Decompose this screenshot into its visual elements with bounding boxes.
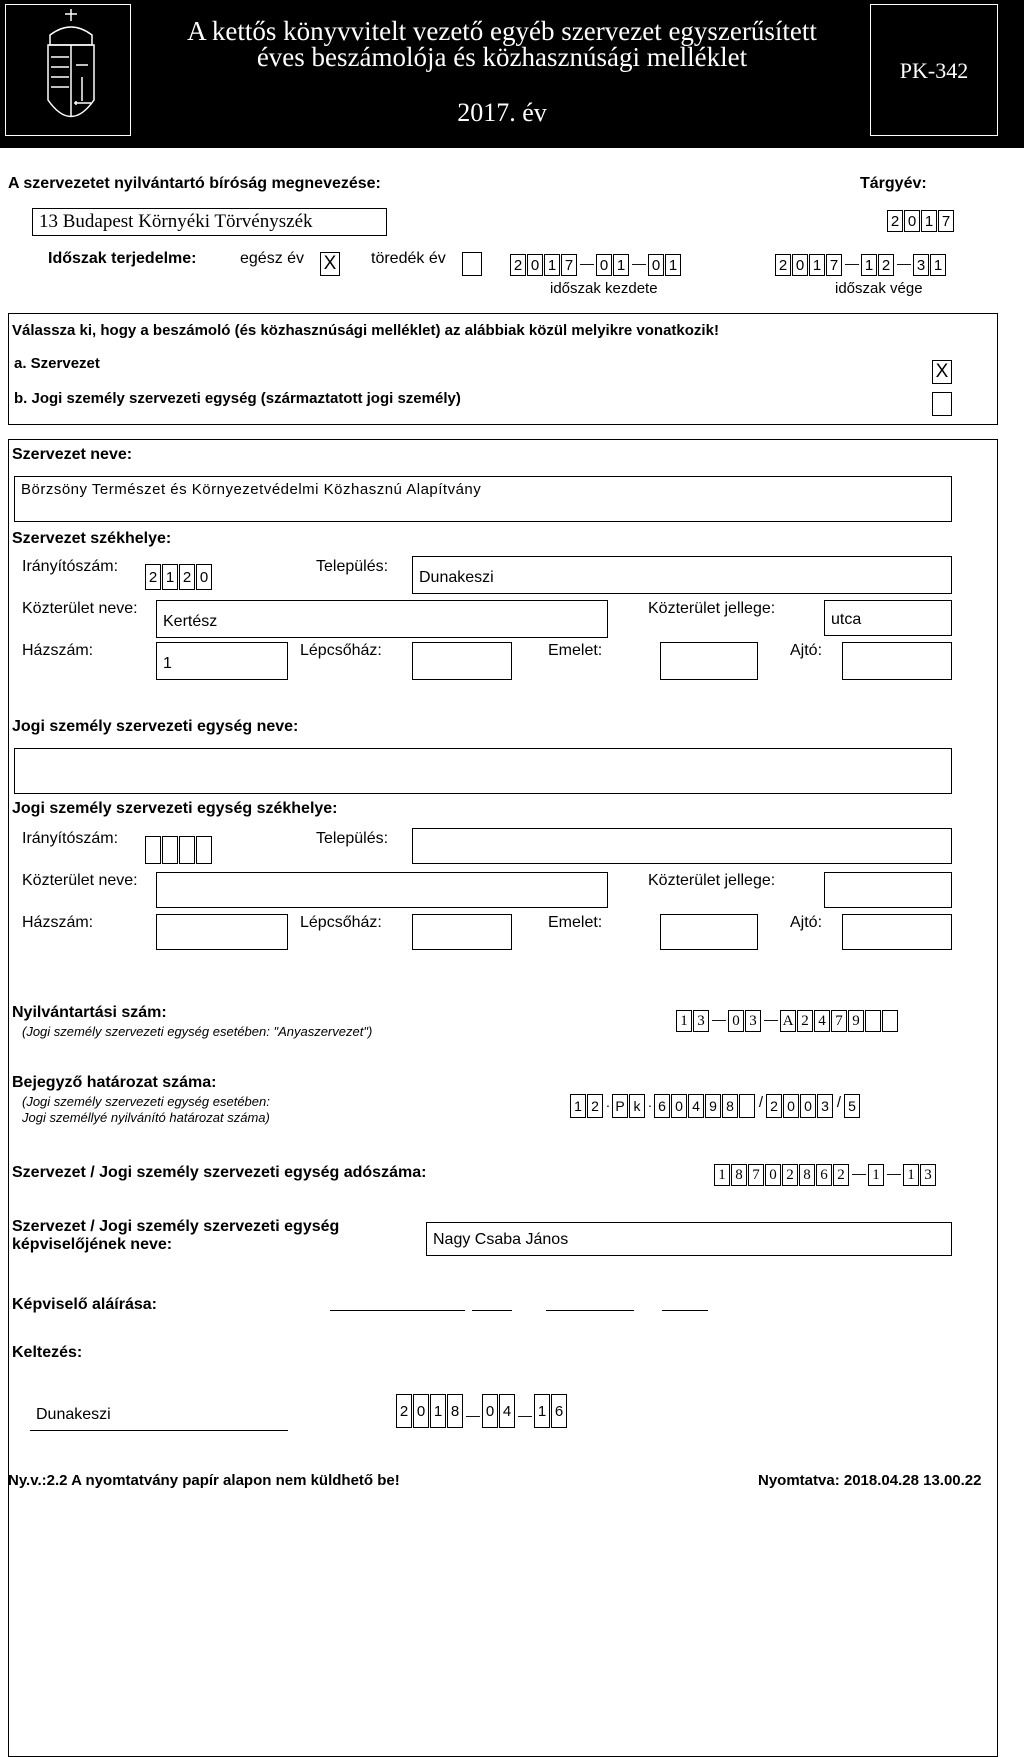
digit-cell: 1	[809, 254, 825, 276]
digit-cell: 5	[844, 1094, 860, 1118]
digit-cell: 0	[196, 564, 212, 590]
digit-cell: 0	[413, 1394, 429, 1428]
digit-cell: 4	[814, 1010, 830, 1032]
org-city-field[interactable]: Dunakeszi	[412, 556, 952, 594]
digit-cell: 1	[162, 564, 178, 590]
subject-year-label: Tárgyév:	[860, 175, 927, 192]
digit-cell: 1	[868, 1164, 884, 1186]
form-title-line2: éves beszámolója és közhasznúsági melléklet	[256, 42, 748, 72]
digit-cell: 7	[831, 1010, 847, 1032]
digit-cell	[145, 836, 161, 864]
partial-year-checkbox[interactable]	[462, 252, 482, 276]
form-year: 2017. év	[457, 98, 547, 127]
period-end-cells[interactable]: 2 0 1 7 — 1 2 — 3 1	[775, 254, 947, 276]
org-seat-label: Szervezet székhelye:	[12, 530, 172, 547]
digit-cell: 2	[782, 1164, 798, 1186]
digit-cell: 7	[561, 254, 577, 276]
org-stair-label: Lépcsőház:	[300, 642, 382, 659]
digit-cell: 7	[826, 254, 842, 276]
option-b-checkbox[interactable]	[932, 392, 952, 416]
digit-cell: 2	[775, 254, 791, 276]
dating-cells[interactable]: 2 0 1 8 — 0 4 — 1 6	[396, 1394, 568, 1428]
option-a-checkbox[interactable]: X	[932, 360, 952, 384]
digit-cell: 2	[766, 1094, 782, 1118]
registration-label: Nyilvántartási szám:	[12, 1004, 167, 1021]
digit-cell: 0	[527, 254, 543, 276]
unit-floor-label: Emelet:	[548, 914, 603, 931]
decision-note-2: Jogi személlyé nyilvánító határozat száma)	[22, 1110, 270, 1125]
digit-cell: 1	[534, 1394, 550, 1428]
digit-cell: 4	[688, 1094, 704, 1118]
digit-cell: 2	[587, 1094, 603, 1118]
digit-cell: 1	[665, 254, 681, 276]
digit-cell: 4	[499, 1394, 515, 1428]
org-house-field[interactable]: 1	[156, 642, 288, 680]
footer-right: Nyomtatva: 2018.04.28 13.00.22	[758, 1472, 982, 1489]
org-zip-cells[interactable]	[145, 564, 213, 590]
org-door-label: Ajtó:	[790, 642, 823, 659]
digit-cell: 8	[722, 1094, 738, 1118]
period-label: Időszak terjedelme:	[48, 250, 197, 267]
digit-cell: 1	[544, 254, 560, 276]
option-b-label: b. Jogi személy szervezeti egység (származtatott jogi személy)	[14, 390, 461, 407]
digit-cell: 2	[145, 564, 161, 590]
digit-cell: k	[629, 1094, 645, 1118]
digit-cell: 7	[938, 210, 954, 232]
digit-cell: 2	[797, 1010, 813, 1032]
digit-cell: 2	[878, 254, 894, 276]
digit-cell: 3	[693, 1010, 709, 1032]
digit-cell: 2	[179, 564, 195, 590]
digit-cell: 8	[799, 1164, 815, 1186]
unit-door-label: Ajtó:	[790, 914, 823, 931]
digit-cell: 0	[792, 254, 808, 276]
org-street-type-field[interactable]: utca	[824, 600, 952, 636]
digit-cell: 2	[887, 210, 903, 232]
digit-cell	[179, 836, 195, 864]
digit-cell: 2	[396, 1394, 412, 1428]
digit-cell	[162, 836, 178, 864]
digit-cell	[739, 1094, 755, 1118]
org-street-field[interactable]: Kertész	[156, 600, 608, 638]
form-title	[138, 18, 866, 70]
org-stair-field[interactable]	[412, 642, 512, 680]
choice-question: Válassza ki, hogy a beszámoló (és közhasznúsági melléklet) az alábbiak közül melyikre vonatkozik!	[12, 322, 719, 339]
decision-cells[interactable]: 1 2 · P k · 6 0 4 9 8 / 2 0 0 3 / 5	[570, 1094, 861, 1118]
court-label: A szervezetet nyilvántartó bíróság megnevezése:	[8, 175, 381, 192]
unit-street-label: Közterület neve:	[22, 872, 138, 889]
digit-cell: 0	[904, 210, 920, 232]
digit-cell: 0	[783, 1094, 799, 1118]
digit-cell: 0	[482, 1394, 498, 1428]
org-name-field[interactable]: Börzsöny Természet és Környezetvédelmi Közhasznú Alapítvány	[14, 476, 952, 522]
digit-cell: A	[780, 1010, 796, 1032]
org-name-label: Szervezet neve:	[12, 446, 133, 463]
tax-cells[interactable]: 1 8 7 0 2 8 6 2 — 1 — 1 3	[714, 1164, 937, 1186]
footer-left: Ny.v.:2.2 A nyomtatvány papír alapon nem küldhető be!	[8, 1472, 400, 1489]
digit-cell: 6	[551, 1394, 567, 1428]
crest-panel	[5, 4, 131, 136]
unit-house-field[interactable]	[156, 914, 288, 950]
digit-cell: 1	[714, 1164, 730, 1186]
digit-cell: 3	[817, 1094, 833, 1118]
org-floor-label: Emelet:	[548, 642, 603, 659]
period-start-cells[interactable]: 2 0 1 7 — 0 1 — 0 1	[510, 254, 682, 276]
digit-cell: 9	[705, 1094, 721, 1118]
digit-cell: 0	[765, 1164, 781, 1186]
tax-label: Szervezet / Jogi személy szervezeti egység adószáma:	[12, 1164, 427, 1181]
org-door-field[interactable]	[842, 642, 952, 680]
unit-street-field[interactable]	[156, 872, 608, 908]
unit-street-type-label: Közterület jellege:	[648, 872, 776, 889]
dating-place-line	[30, 1430, 288, 1431]
registration-cells[interactable]: 1 3 — 0 3 — A 2 4 7 9	[676, 1010, 899, 1032]
whole-year-checkbox[interactable]: X	[320, 252, 340, 276]
digit-cell: 9	[848, 1010, 864, 1032]
period-start-label: időszak kezdete	[550, 280, 658, 297]
subject-year-cells[interactable]	[887, 210, 955, 232]
digit-cell: 0	[648, 254, 664, 276]
representative-label-2: képviselőjének neve:	[12, 1236, 173, 1253]
form-title-line1: A kettős könyvvitelt vezető egyéb szervezet egyszerűsített	[187, 16, 817, 46]
digit-cell: 1	[903, 1164, 919, 1186]
unit-name-label: Jogi személy szervezeti egység neve:	[12, 718, 299, 735]
digit-cell: 1	[430, 1394, 446, 1428]
digit-cell	[882, 1010, 898, 1032]
unit-name-field[interactable]	[14, 748, 952, 794]
digit-cell: P	[612, 1094, 628, 1118]
unit-city-label: Település:	[316, 830, 389, 847]
digit-cell: 8	[731, 1164, 747, 1186]
digit-cell: 6	[654, 1094, 670, 1118]
digit-cell: 3	[920, 1164, 936, 1186]
dating-place[interactable]: Dunakeszi	[36, 1406, 111, 1423]
org-floor-field[interactable]	[660, 642, 758, 680]
digit-cell: 0	[800, 1094, 816, 1118]
unit-street-type-field[interactable]	[824, 872, 952, 908]
unit-floor-field[interactable]	[660, 914, 758, 950]
org-street-label: Közterület neve:	[22, 600, 138, 617]
digit-cell: 2	[833, 1164, 849, 1186]
digit-cell	[865, 1010, 881, 1032]
unit-stair-label: Lépcsőház:	[300, 914, 382, 931]
digit-cell: 1	[676, 1010, 692, 1032]
digit-cell: 0	[728, 1010, 744, 1032]
unit-city-field[interactable]	[412, 828, 952, 864]
signature-line	[662, 1310, 708, 1311]
form-code: PK-342	[899, 58, 969, 83]
registration-note: (Jogi személy szervezeti egység esetében: "Anyaszervezet")	[22, 1024, 373, 1039]
digit-cell: 1	[613, 254, 629, 276]
option-a-label: a. Szervezet	[14, 355, 100, 372]
digit-cell: 3	[913, 254, 929, 276]
digit-cell: 8	[447, 1394, 463, 1428]
decision-label: Bejegyző határozat száma:	[12, 1074, 217, 1091]
digit-cell: 3	[745, 1010, 761, 1032]
signature-line	[546, 1310, 634, 1311]
unit-stair-field[interactable]	[412, 914, 512, 950]
unit-zip-cells[interactable]	[145, 836, 213, 864]
digit-cell: 1	[921, 210, 937, 232]
representative-name-field[interactable]: Nagy Csaba János	[426, 1222, 952, 1256]
digit-cell	[196, 836, 212, 864]
signature-line[interactable]	[330, 1310, 465, 1311]
decision-note-1: (Jogi személy szervezeti egység esetében:	[22, 1094, 270, 1109]
org-house-label: Házszám:	[22, 642, 94, 659]
court-name-field[interactable]: 13 Budapest Környéki Törvényszék	[32, 208, 387, 236]
unit-zip-label: Irányítószám:	[22, 830, 119, 847]
unit-house-label: Házszám:	[22, 914, 94, 931]
digit-cell: 6	[816, 1164, 832, 1186]
period-end-label: időszak vége	[835, 280, 923, 297]
partial-year-label: töredék év	[371, 250, 446, 267]
representative-label-1: Szervezet / Jogi személy szervezeti egység	[12, 1218, 340, 1235]
org-zip-label: Irányítószám:	[22, 558, 119, 575]
digit-cell: 0	[596, 254, 612, 276]
whole-year-label: egész év	[240, 250, 305, 267]
signature-label: Képviselő aláírása:	[12, 1296, 157, 1313]
digit-cell: 1	[930, 254, 946, 276]
dating-label: Keltezés:	[12, 1344, 83, 1361]
coat-of-arms-icon	[6, 5, 130, 135]
digit-cell: 1	[570, 1094, 586, 1118]
unit-door-field[interactable]	[842, 914, 952, 950]
signature-line	[472, 1310, 512, 1311]
digit-cell: 1	[861, 254, 877, 276]
digit-cell: 2	[510, 254, 526, 276]
org-street-type-label: Közterület jellege:	[648, 600, 776, 617]
digit-cell: 0	[671, 1094, 687, 1118]
org-city-label: Település:	[316, 558, 389, 575]
digit-cell: 7	[748, 1164, 764, 1186]
unit-seat-label: Jogi személy szervezeti egység székhelye:	[12, 800, 338, 817]
